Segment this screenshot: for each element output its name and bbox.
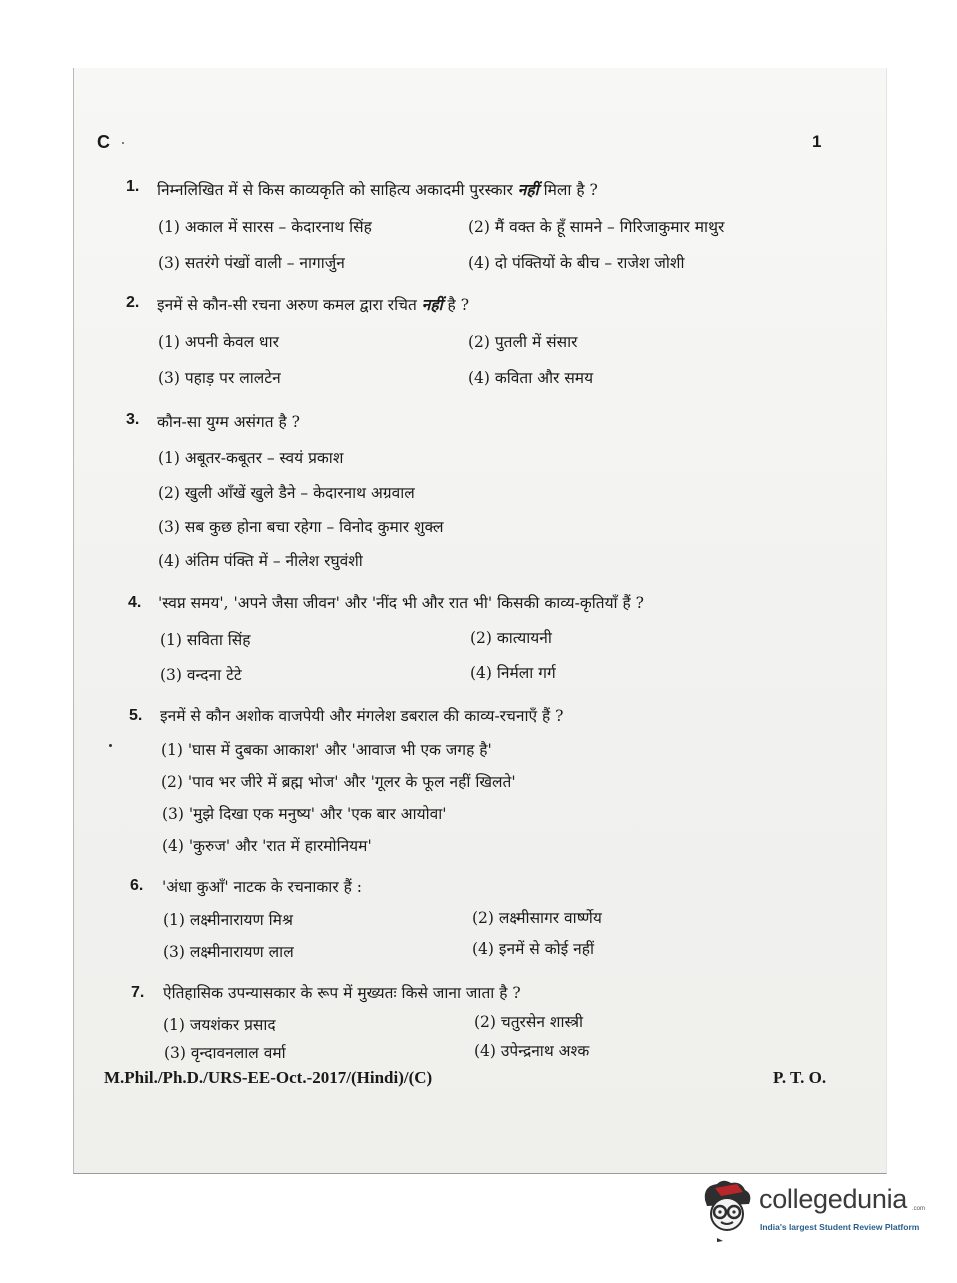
option: (1) जयशंकर प्रसाद (163, 1016, 276, 1034)
option: (1) 'घास में दुबका आकाश' और 'आवाज भी एक जगह है' (161, 741, 492, 759)
question-text: निम्नलिखित में से किस काव्यकृति को साहित्य अकादमी पुरस्कार नहीं मिला है ? (157, 180, 598, 199)
option: (4) अंतिम पंक्ति में – नीलेश रघुवंशी (158, 552, 363, 570)
option: (1) अपनी केवल धार (158, 333, 279, 351)
question-number: 5. (129, 707, 143, 724)
question-text: इनमें से कौन-सी रचना अरुण कमल द्वारा रचित नहीं है ? (157, 295, 470, 314)
paper-code: M.Phil./Ph.D./URS-EE-Oct.-2017/(Hindi)/(C) (104, 1068, 433, 1087)
brand-tagline: India's largest Student Review Platform (760, 1222, 920, 1232)
option: (1) अकाल में सारस – केदारनाथ सिंह (158, 218, 372, 236)
brand-name: collegedunia (759, 1184, 908, 1214)
question-text: 'स्वप्न समय', 'अपने जैसा जीवन' और 'नींद भी और रात भी' किसकी काव्य-कृतियाँ हैं ? (158, 594, 644, 612)
question-number: 3. (126, 411, 140, 428)
option: (2) खुली आँखें खुले डैने – केदारनाथ अग्रवाल (158, 484, 415, 502)
option: (1) सविता सिंह (160, 631, 251, 649)
emphasis-word: नहीं (421, 295, 443, 314)
option: (2) कात्यायनी (470, 629, 552, 647)
option: (3) 'मुझे दिखा एक मनुष्य' और 'एक बार आयोवा' (162, 805, 447, 823)
option: (3) सतरंगे पंखों वाली – नागार्जुन (158, 254, 345, 272)
collegedunia-watermark (697, 1178, 927, 1246)
option: (3) वन्दना टेटे (160, 666, 242, 684)
option: (1) लक्ष्मीनारायण मिश्र (163, 911, 293, 929)
set-code: C (97, 132, 110, 152)
option: (2) चतुरसेन शास्त्री (474, 1013, 584, 1031)
option: (4) दो पंक्तियों के बीच – राजेश जोशी (468, 254, 685, 272)
pto-label: P. T. O. (773, 1068, 827, 1087)
option: (3) लक्ष्मीनारायण लाल (163, 943, 294, 961)
question-number: 6. (130, 877, 144, 894)
option: (4) इनमें से कोई नहीं (472, 940, 595, 958)
option: (2) लक्ष्मीसागर वार्ष्णेय (472, 909, 602, 927)
question-number: 2. (126, 294, 140, 311)
option: (2) पुतली में संसार (468, 333, 578, 351)
speck (109, 744, 112, 747)
page-number: 1 (812, 132, 822, 151)
option: (2) मैं वक्त के हूँ सामने – गिरिजाकुमार माथुर (468, 218, 725, 236)
emphasis-word: नहीं (517, 180, 539, 199)
question-text: 'अंधा कुआँ' नाटक के रचनाकार हैं : (162, 878, 362, 896)
question-text: ऐतिहासिक उपन्यासकार के रूप में मुख्यतः किसे जाना जाता है ? (163, 984, 521, 1002)
question-text: कौन-सा युग्म असंगत है ? (157, 413, 300, 431)
question-number: 1. (126, 178, 140, 195)
option: (1) अबूतर-कबूतर – स्वयं प्रकाश (158, 449, 344, 467)
question-number: 4. (128, 594, 142, 611)
student-mascot-icon (697, 1178, 757, 1244)
option: (4) उपेन्द्रनाथ अश्क (474, 1042, 590, 1060)
option: (4) कविता और समय (468, 369, 594, 387)
option: (2) 'पाव भर जीरे में ब्रह्म भोज' और 'गूलर के फूल नहीं खिलते' (161, 773, 516, 791)
speck (122, 142, 124, 144)
question-number: 7. (131, 984, 145, 1001)
option: (3) सब कुछ होना बचा रहेगा – विनोद कुमार शुक्ल (158, 518, 444, 536)
brand-suffix: .com (912, 1206, 926, 1212)
option: (4) निर्मला गर्ग (470, 664, 556, 682)
option: (3) पहाड़ पर लालटेन (158, 369, 281, 387)
option: (3) वृन्दावनलाल वर्मा (164, 1044, 286, 1062)
option: (4) 'कुरुज' और 'रात में हारमोनियम' (162, 837, 372, 855)
question-text: इनमें से कौन अशोक वाजपेयी और मंगलेश डबराल की काव्य-रचनाएँ हैं ? (160, 707, 564, 725)
